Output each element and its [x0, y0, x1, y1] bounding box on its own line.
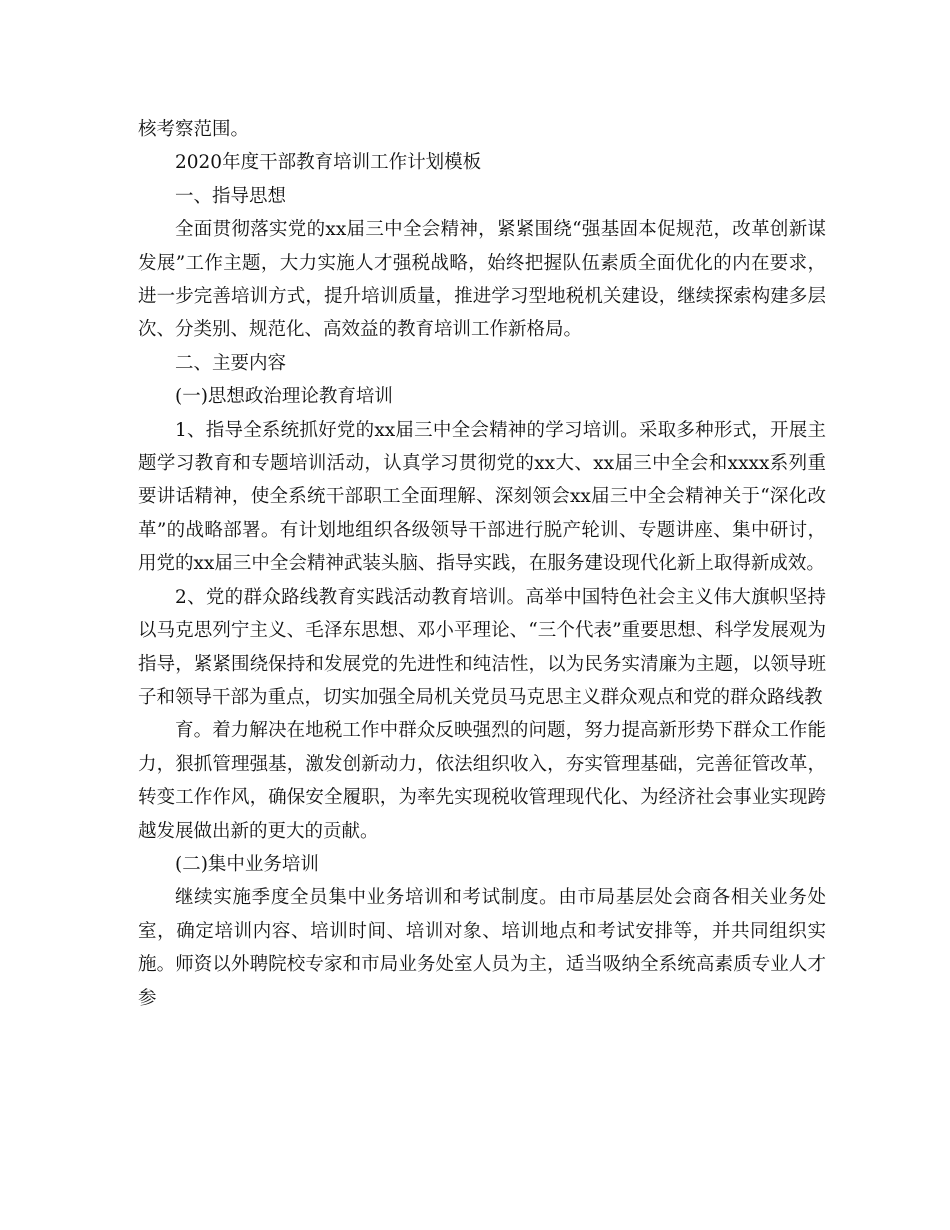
paragraph-continuation: 核考察范围。 [138, 119, 250, 140]
document-title: 2020年度干部教育培训工作计划模板 [175, 152, 482, 174]
subsection-heading-business-training: (二)集中业务培训 [175, 853, 319, 875]
paragraph-item-2-continued: 育。着力解决在地税工作中群众反映强烈的问题，努力提高新形势下群众工作能力，狠抓管理强基，激发创新动力，依法组织收入，夯实管理基础，完善征管改革，转变工作作风，确保安全履职，为率先实现税收管理现代化、为经济社会事业实现跨越发展做出新的更大的贡献。 [138, 720, 826, 842]
subsection-heading-political-theory: (一)思想政治理论教育培训 [175, 386, 393, 408]
paragraph-item-1: 1、指导全系统抓好党的xx届三中全会精神的学习培训。采取多种形式，开展主题学习教育和专题培训活动，认真学习贯彻党的xx大、xx届三中全会和xxxx系列重要讲话精神，使全系统干部职工全面理解、深刻领会xx届三中全会精神关于“深化改革”的战略部署。有计划地组织各级领导干部进行脱产轮训、专题讲座、集中研讨，用党的xx届三中全会精神武装头脑、指导实践，在服务建设现代化新上取得新成效。 [138, 419, 826, 575]
paragraph-business-training: 继续实施季度全员集中业务培训和考试制度。由市局基层处会商各相关业务处室，确定培训内容、培训时间、培训对象、培训地点和考试安排等，并共同组织实施。师资以外聘院校专家和市局业务处室人员为主，适当吸纳全系统高素质专业人才参 [138, 887, 826, 1009]
section-heading-guiding-ideology: 一、指导思想 [175, 185, 287, 207]
section-heading-main-content: 二、主要内容 [175, 352, 287, 374]
paragraph-item-2: 2、党的群众路线教育实践活动教育培训。高举中国特色社会主义伟大旗帜坚持以马克思列宁主义、毛泽东思想、邓小平理论、“三个代表”重要思想、科学发展观为指导，紧紧围绕保持和发展党的先进性和纯洁性，以为民务实清廉为主题，以领导班子和领导干部为重点，切实加强全局机关党员马克思主义群众观点和党的群众路线教 [138, 586, 826, 708]
document-body [138, 113, 826, 1015]
paragraph-guiding-ideology: 全面贯彻落实党的xx届三中全会精神，紧紧围绕“强基固本促规范，改革创新谋发展”工作主题，大力实施人才强税战略，始终把握队伍素质全面优化的内在要求，进一步完善培训方式，提升培训质量，推进学习型地税机关建设，继续探索构建多层次、分类别、规范化、高效益的教育培训工作新格局。 [138, 219, 826, 341]
